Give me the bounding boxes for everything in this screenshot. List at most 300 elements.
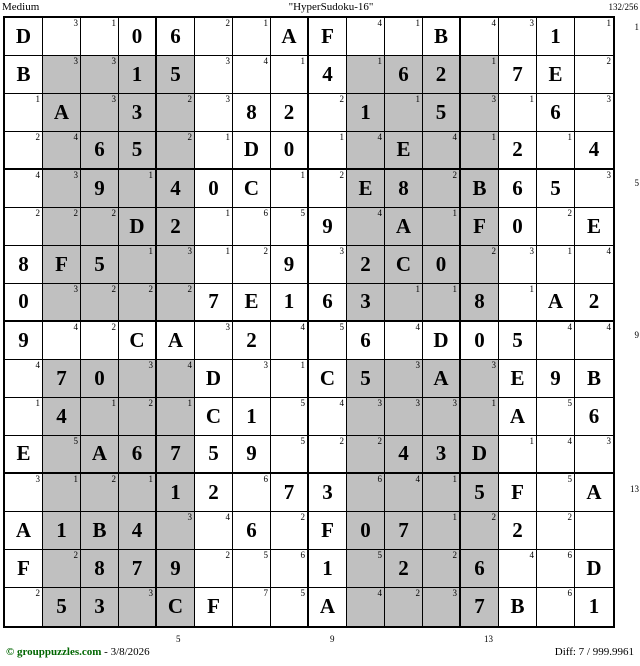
cell-value: F bbox=[55, 251, 68, 276]
grid-cell[interactable] bbox=[575, 360, 613, 398]
grid-cell[interactable] bbox=[575, 208, 613, 246]
cell-candidate-count: 5 bbox=[300, 588, 305, 598]
cell-candidate-count: 2 bbox=[606, 56, 611, 66]
grid-cell[interactable] bbox=[499, 132, 537, 170]
grid-cell[interactable] bbox=[43, 56, 81, 94]
grid-cell[interactable] bbox=[309, 322, 347, 360]
grid-cell[interactable] bbox=[575, 588, 613, 626]
grid-cell[interactable] bbox=[157, 132, 195, 170]
cell-value: A bbox=[281, 23, 297, 48]
grid-cell[interactable] bbox=[157, 208, 195, 246]
grid-cell[interactable] bbox=[423, 18, 461, 56]
grid-cell[interactable] bbox=[575, 550, 613, 588]
grid-cell[interactable] bbox=[195, 550, 233, 588]
site-link[interactable]: © grouppuzzles.com bbox=[6, 646, 102, 658]
cell-value: F bbox=[321, 517, 334, 542]
grid-cell[interactable] bbox=[537, 284, 575, 322]
grid-cell[interactable] bbox=[537, 512, 575, 550]
grid-cell[interactable] bbox=[81, 94, 119, 132]
grid-cell[interactable] bbox=[81, 56, 119, 94]
grid-cell[interactable] bbox=[347, 246, 385, 284]
grid-cell[interactable] bbox=[119, 550, 157, 588]
grid-cell[interactable] bbox=[81, 360, 119, 398]
grid-cell[interactable] bbox=[423, 208, 461, 246]
cell-candidate-count: 2 bbox=[491, 512, 496, 522]
grid-cell[interactable] bbox=[499, 94, 537, 132]
grid-cell[interactable] bbox=[537, 208, 575, 246]
grid-cell[interactable] bbox=[423, 170, 461, 208]
grid-cell[interactable] bbox=[195, 322, 233, 360]
grid-cell[interactable] bbox=[271, 322, 309, 360]
grid-cell[interactable] bbox=[233, 208, 271, 246]
grid-cell[interactable] bbox=[43, 170, 81, 208]
cell-candidate-count: 4 bbox=[35, 360, 40, 370]
grid-cell[interactable] bbox=[43, 94, 81, 132]
grid-cell[interactable] bbox=[461, 512, 499, 550]
grid-cell[interactable] bbox=[537, 132, 575, 170]
grid-cell[interactable] bbox=[195, 474, 233, 512]
cell-candidate-count: 1 bbox=[148, 170, 153, 180]
grid-cell[interactable] bbox=[81, 474, 119, 512]
grid-cell[interactable] bbox=[271, 398, 309, 436]
grid-cell[interactable] bbox=[81, 398, 119, 436]
grid-cell[interactable] bbox=[43, 284, 81, 322]
cell-value: 5 bbox=[474, 479, 485, 504]
cell-value: 1 bbox=[550, 23, 561, 48]
cell-candidate-count: 2 bbox=[452, 170, 457, 180]
grid-cell[interactable] bbox=[233, 284, 271, 322]
grid-cell[interactable] bbox=[385, 398, 423, 436]
grid-cell[interactable] bbox=[81, 284, 119, 322]
grid-cell[interactable] bbox=[461, 398, 499, 436]
grid-cell[interactable] bbox=[499, 208, 537, 246]
grid-cell[interactable] bbox=[499, 474, 537, 512]
grid-cell[interactable] bbox=[575, 18, 613, 56]
grid-cell[interactable] bbox=[5, 512, 43, 550]
grid-cell[interactable] bbox=[195, 360, 233, 398]
grid-cell[interactable] bbox=[461, 94, 499, 132]
grid-cell[interactable] bbox=[195, 170, 233, 208]
cell-value: E bbox=[586, 213, 601, 238]
sudoku-grid[interactable] bbox=[3, 16, 615, 628]
grid-cell[interactable] bbox=[575, 284, 613, 322]
grid-cell[interactable] bbox=[5, 94, 43, 132]
grid-cell[interactable] bbox=[271, 588, 309, 626]
grid-cell[interactable] bbox=[157, 18, 195, 56]
grid-cell[interactable] bbox=[385, 550, 423, 588]
grid-cell[interactable] bbox=[81, 436, 119, 474]
grid-cell[interactable] bbox=[537, 436, 575, 474]
grid-cell[interactable] bbox=[233, 550, 271, 588]
grid-cell[interactable] bbox=[271, 18, 309, 56]
grid-cell[interactable] bbox=[309, 512, 347, 550]
grid-cell[interactable] bbox=[271, 246, 309, 284]
grid-cell[interactable] bbox=[347, 550, 385, 588]
cell-candidate-count: 1 bbox=[606, 18, 611, 28]
grid-cell[interactable] bbox=[233, 436, 271, 474]
grid-cell[interactable] bbox=[423, 322, 461, 360]
grid-cell[interactable] bbox=[195, 18, 233, 56]
cell-value: 3 bbox=[322, 479, 333, 504]
grid-cell[interactable] bbox=[195, 246, 233, 284]
grid-cell[interactable] bbox=[119, 322, 157, 360]
grid-cell[interactable] bbox=[43, 474, 81, 512]
grid-cell[interactable] bbox=[537, 246, 575, 284]
grid-cell[interactable] bbox=[157, 56, 195, 94]
grid-cell[interactable] bbox=[461, 132, 499, 170]
grid-cell[interactable] bbox=[5, 360, 43, 398]
grid-cell[interactable] bbox=[81, 550, 119, 588]
grid-cell[interactable] bbox=[119, 588, 157, 626]
grid-cell[interactable] bbox=[157, 322, 195, 360]
cell-candidate-count: 6 bbox=[263, 474, 268, 484]
grid-cell[interactable] bbox=[5, 474, 43, 512]
grid-cell[interactable] bbox=[119, 132, 157, 170]
grid-cell[interactable] bbox=[499, 360, 537, 398]
grid-cell[interactable] bbox=[575, 56, 613, 94]
grid-cell[interactable] bbox=[119, 512, 157, 550]
grid-cell[interactable] bbox=[537, 360, 575, 398]
grid-cell[interactable] bbox=[309, 588, 347, 626]
cell-value: 5 bbox=[435, 99, 447, 124]
grid-cell[interactable] bbox=[233, 56, 271, 94]
grid-cell[interactable] bbox=[385, 18, 423, 56]
grid-cell[interactable] bbox=[347, 132, 385, 170]
grid-cell[interactable] bbox=[157, 398, 195, 436]
cell-value: 5 bbox=[56, 594, 67, 618]
grid-cell[interactable] bbox=[81, 322, 119, 360]
grid-cell[interactable] bbox=[309, 56, 347, 94]
grid-cell[interactable] bbox=[157, 360, 195, 398]
grid-cell[interactable] bbox=[423, 360, 461, 398]
grid-cell[interactable] bbox=[119, 360, 157, 398]
grid-cell[interactable] bbox=[43, 398, 81, 436]
grid-cell[interactable] bbox=[347, 398, 385, 436]
grid-cell[interactable] bbox=[575, 322, 613, 360]
grid-cell[interactable] bbox=[233, 474, 271, 512]
grid-cell[interactable] bbox=[43, 588, 81, 626]
grid-cell[interactable] bbox=[195, 132, 233, 170]
grid-cell[interactable] bbox=[309, 360, 347, 398]
grid-cell[interactable] bbox=[233, 360, 271, 398]
grid-cell[interactable] bbox=[537, 18, 575, 56]
cell-candidate-count: 2 bbox=[111, 284, 116, 294]
grid-cell[interactable] bbox=[423, 474, 461, 512]
grid-cell[interactable] bbox=[5, 588, 43, 626]
grid-cell[interactable] bbox=[195, 588, 233, 626]
grid-cell[interactable] bbox=[81, 208, 119, 246]
grid-cell[interactable] bbox=[5, 132, 43, 170]
grid-cell[interactable] bbox=[537, 322, 575, 360]
grid-cell[interactable] bbox=[43, 246, 81, 284]
grid-cell[interactable] bbox=[385, 208, 423, 246]
grid-cell[interactable] bbox=[5, 322, 43, 360]
grid-cell[interactable] bbox=[5, 18, 43, 56]
cell-candidate-count: 2 bbox=[111, 208, 116, 218]
grid-cell[interactable] bbox=[119, 94, 157, 132]
cell-candidate-count: 3 bbox=[491, 94, 496, 104]
cell-candidate-count: 3 bbox=[415, 360, 420, 370]
grid-cell[interactable] bbox=[43, 208, 81, 246]
grid-cell[interactable] bbox=[309, 170, 347, 208]
grid-cell[interactable] bbox=[423, 94, 461, 132]
cell-value: D bbox=[243, 137, 260, 161]
grid-cell[interactable] bbox=[385, 436, 423, 474]
grid-cell[interactable] bbox=[5, 56, 43, 94]
grid-cell[interactable] bbox=[309, 18, 347, 56]
grid-cell[interactable] bbox=[43, 322, 81, 360]
cell-value: 5 bbox=[170, 61, 181, 86]
grid-cell[interactable] bbox=[195, 398, 233, 436]
grid-cell[interactable] bbox=[119, 18, 157, 56]
grid-cell[interactable] bbox=[347, 18, 385, 56]
grid-cell[interactable] bbox=[347, 170, 385, 208]
cell-candidate-count: 4 bbox=[415, 474, 420, 484]
grid-cell[interactable] bbox=[309, 132, 347, 170]
grid-cell[interactable] bbox=[575, 132, 613, 170]
grid-cell[interactable] bbox=[423, 550, 461, 588]
grid-cell[interactable] bbox=[271, 436, 309, 474]
cell-value: 2 bbox=[398, 555, 409, 580]
grid-cell[interactable] bbox=[233, 322, 271, 360]
grid-cell[interactable] bbox=[461, 56, 499, 94]
grid-cell[interactable] bbox=[43, 360, 81, 398]
grid-cell[interactable] bbox=[499, 322, 537, 360]
grid-cell[interactable] bbox=[5, 398, 43, 436]
grid-cell[interactable] bbox=[81, 512, 119, 550]
grid-cell[interactable] bbox=[575, 94, 613, 132]
grid-cell[interactable] bbox=[271, 208, 309, 246]
cell-candidate-count: 4 bbox=[529, 550, 534, 560]
grid-cell[interactable] bbox=[195, 94, 233, 132]
grid-cell[interactable] bbox=[271, 550, 309, 588]
grid-cell[interactable] bbox=[385, 246, 423, 284]
grid-cell[interactable] bbox=[575, 170, 613, 208]
grid-cell[interactable] bbox=[271, 284, 309, 322]
grid-cell[interactable] bbox=[5, 284, 43, 322]
grid-cell[interactable] bbox=[309, 550, 347, 588]
grid-cell[interactable] bbox=[157, 474, 195, 512]
grid-cell[interactable] bbox=[423, 132, 461, 170]
grid-cell[interactable] bbox=[499, 512, 537, 550]
grid-cell[interactable] bbox=[157, 94, 195, 132]
grid-cell[interactable] bbox=[499, 550, 537, 588]
grid-cell[interactable] bbox=[461, 284, 499, 322]
grid-cell[interactable] bbox=[423, 436, 461, 474]
grid-cell[interactable] bbox=[271, 360, 309, 398]
grid-cell[interactable] bbox=[81, 18, 119, 56]
grid-cell[interactable] bbox=[119, 436, 157, 474]
grid-cell[interactable] bbox=[271, 132, 309, 170]
grid-cell[interactable] bbox=[537, 170, 575, 208]
grid-cell[interactable] bbox=[575, 436, 613, 474]
cell-candidate-count: 2 bbox=[225, 550, 230, 560]
cell-value: A bbox=[509, 403, 526, 428]
grid-cell[interactable] bbox=[43, 550, 81, 588]
grid-cell[interactable] bbox=[195, 208, 233, 246]
grid-cell[interactable] bbox=[461, 208, 499, 246]
grid-cell[interactable] bbox=[347, 208, 385, 246]
grid-cell[interactable] bbox=[309, 94, 347, 132]
grid-cell[interactable] bbox=[5, 208, 43, 246]
grid-cell[interactable] bbox=[233, 170, 271, 208]
cell-value: 2 bbox=[170, 213, 181, 238]
grid-cell[interactable] bbox=[423, 284, 461, 322]
grid-cell[interactable] bbox=[347, 56, 385, 94]
grid-cell[interactable] bbox=[81, 246, 119, 284]
grid-cell[interactable] bbox=[385, 512, 423, 550]
grid-cell[interactable] bbox=[271, 474, 309, 512]
grid-cell[interactable] bbox=[81, 588, 119, 626]
grid-cell[interactable] bbox=[157, 436, 195, 474]
grid-cell[interactable] bbox=[157, 170, 195, 208]
grid-cell[interactable] bbox=[385, 474, 423, 512]
grid-cell[interactable] bbox=[347, 284, 385, 322]
grid-cell[interactable] bbox=[119, 208, 157, 246]
grid-cell[interactable] bbox=[385, 284, 423, 322]
grid-cell[interactable] bbox=[423, 398, 461, 436]
grid-cell[interactable] bbox=[423, 588, 461, 626]
grid-cell[interactable] bbox=[499, 588, 537, 626]
grid-cell[interactable] bbox=[119, 170, 157, 208]
grid-cell[interactable] bbox=[271, 56, 309, 94]
grid-cell[interactable] bbox=[233, 398, 271, 436]
grid-cell[interactable] bbox=[499, 56, 537, 94]
grid-cell[interactable] bbox=[233, 18, 271, 56]
grid-cell[interactable] bbox=[537, 474, 575, 512]
grid-cell[interactable] bbox=[347, 322, 385, 360]
grid-cell[interactable] bbox=[271, 170, 309, 208]
grid-cell[interactable] bbox=[5, 170, 43, 208]
grid-cell[interactable] bbox=[499, 284, 537, 322]
grid-cell[interactable] bbox=[157, 588, 195, 626]
cell-candidate-count: 3 bbox=[35, 474, 40, 484]
cell-value: 0 bbox=[94, 365, 105, 390]
grid-cell[interactable] bbox=[5, 550, 43, 588]
grid-cell[interactable] bbox=[537, 56, 575, 94]
grid-cell[interactable] bbox=[43, 132, 81, 170]
grid-cell[interactable] bbox=[347, 94, 385, 132]
grid-cell[interactable] bbox=[271, 94, 309, 132]
grid-cell[interactable] bbox=[5, 436, 43, 474]
cell-value: D bbox=[129, 213, 145, 238]
grid-cell[interactable] bbox=[309, 474, 347, 512]
grid-cell[interactable] bbox=[537, 588, 575, 626]
cell-value: B bbox=[510, 594, 525, 618]
grid-cell[interactable] bbox=[157, 246, 195, 284]
grid-cell[interactable] bbox=[309, 246, 347, 284]
grid-cell[interactable] bbox=[233, 588, 271, 626]
cell-value: 8 bbox=[246, 99, 257, 124]
grid-cell[interactable] bbox=[43, 18, 81, 56]
grid-cell[interactable] bbox=[119, 398, 157, 436]
grid-cell[interactable] bbox=[5, 246, 43, 284]
grid-cell[interactable] bbox=[195, 56, 233, 94]
grid-cell[interactable] bbox=[499, 398, 537, 436]
grid-cell[interactable] bbox=[461, 436, 499, 474]
grid-cell[interactable] bbox=[43, 436, 81, 474]
grid-cell[interactable] bbox=[43, 512, 81, 550]
grid-cell[interactable] bbox=[423, 56, 461, 94]
grid-cell[interactable] bbox=[157, 512, 195, 550]
grid-cell[interactable] bbox=[461, 246, 499, 284]
grid-cell[interactable] bbox=[423, 512, 461, 550]
grid-cell[interactable] bbox=[385, 360, 423, 398]
grid-cell[interactable] bbox=[499, 170, 537, 208]
grid-cell[interactable] bbox=[157, 284, 195, 322]
grid-cell[interactable] bbox=[233, 132, 271, 170]
grid-cell[interactable] bbox=[347, 512, 385, 550]
cell-value: B bbox=[92, 517, 107, 542]
grid-cell[interactable] bbox=[499, 436, 537, 474]
grid-cell[interactable] bbox=[309, 398, 347, 436]
grid-cell[interactable] bbox=[575, 474, 613, 512]
cell-candidate-count: 2 bbox=[35, 208, 40, 218]
grid-cell[interactable] bbox=[385, 170, 423, 208]
grid-cell[interactable] bbox=[461, 474, 499, 512]
grid-cell[interactable] bbox=[537, 550, 575, 588]
grid-cell[interactable] bbox=[461, 550, 499, 588]
col-marker-9: 9 bbox=[330, 634, 335, 644]
grid-cell[interactable] bbox=[499, 246, 537, 284]
grid-cell[interactable] bbox=[385, 588, 423, 626]
grid-cell[interactable] bbox=[119, 246, 157, 284]
grid-cell[interactable] bbox=[385, 56, 423, 94]
grid-cell[interactable] bbox=[271, 512, 309, 550]
grid-cell[interactable] bbox=[81, 170, 119, 208]
grid-cell[interactable] bbox=[347, 360, 385, 398]
grid-cell[interactable] bbox=[119, 474, 157, 512]
grid-cell[interactable] bbox=[309, 436, 347, 474]
cell-candidate-count: 1 bbox=[148, 474, 153, 484]
grid-cell[interactable] bbox=[309, 284, 347, 322]
grid-cell[interactable] bbox=[347, 588, 385, 626]
grid-cell[interactable] bbox=[81, 132, 119, 170]
grid-cell[interactable] bbox=[461, 588, 499, 626]
grid-cell[interactable] bbox=[233, 94, 271, 132]
grid-cell[interactable] bbox=[575, 398, 613, 436]
grid-cell[interactable] bbox=[233, 246, 271, 284]
grid-cell[interactable] bbox=[157, 550, 195, 588]
cell-value: 6 bbox=[550, 99, 561, 124]
grid-cell[interactable] bbox=[385, 132, 423, 170]
grid-cell[interactable] bbox=[385, 94, 423, 132]
grid-cell[interactable] bbox=[575, 512, 613, 550]
grid-cell[interactable] bbox=[461, 170, 499, 208]
grid-cell[interactable] bbox=[119, 284, 157, 322]
grid-cell[interactable] bbox=[347, 436, 385, 474]
cell-value: 7 bbox=[56, 365, 67, 390]
grid-cell[interactable] bbox=[119, 56, 157, 94]
grid-cell[interactable] bbox=[461, 322, 499, 360]
grid-cell[interactable] bbox=[423, 246, 461, 284]
grid-cell[interactable] bbox=[461, 18, 499, 56]
grid-cell[interactable] bbox=[347, 474, 385, 512]
grid-cell[interactable] bbox=[195, 512, 233, 550]
grid-cell[interactable] bbox=[537, 94, 575, 132]
grid-cell[interactable] bbox=[499, 18, 537, 56]
grid-cell[interactable] bbox=[461, 360, 499, 398]
grid-cell[interactable] bbox=[233, 512, 271, 550]
cell-value: 1 bbox=[360, 99, 371, 124]
cell-value: 0 bbox=[360, 517, 371, 542]
grid-cell[interactable] bbox=[575, 246, 613, 284]
grid-cell[interactable] bbox=[537, 398, 575, 436]
grid-cell[interactable] bbox=[195, 436, 233, 474]
grid-cell[interactable] bbox=[195, 284, 233, 322]
grid-cell[interactable] bbox=[385, 322, 423, 360]
grid-cell[interactable] bbox=[309, 208, 347, 246]
